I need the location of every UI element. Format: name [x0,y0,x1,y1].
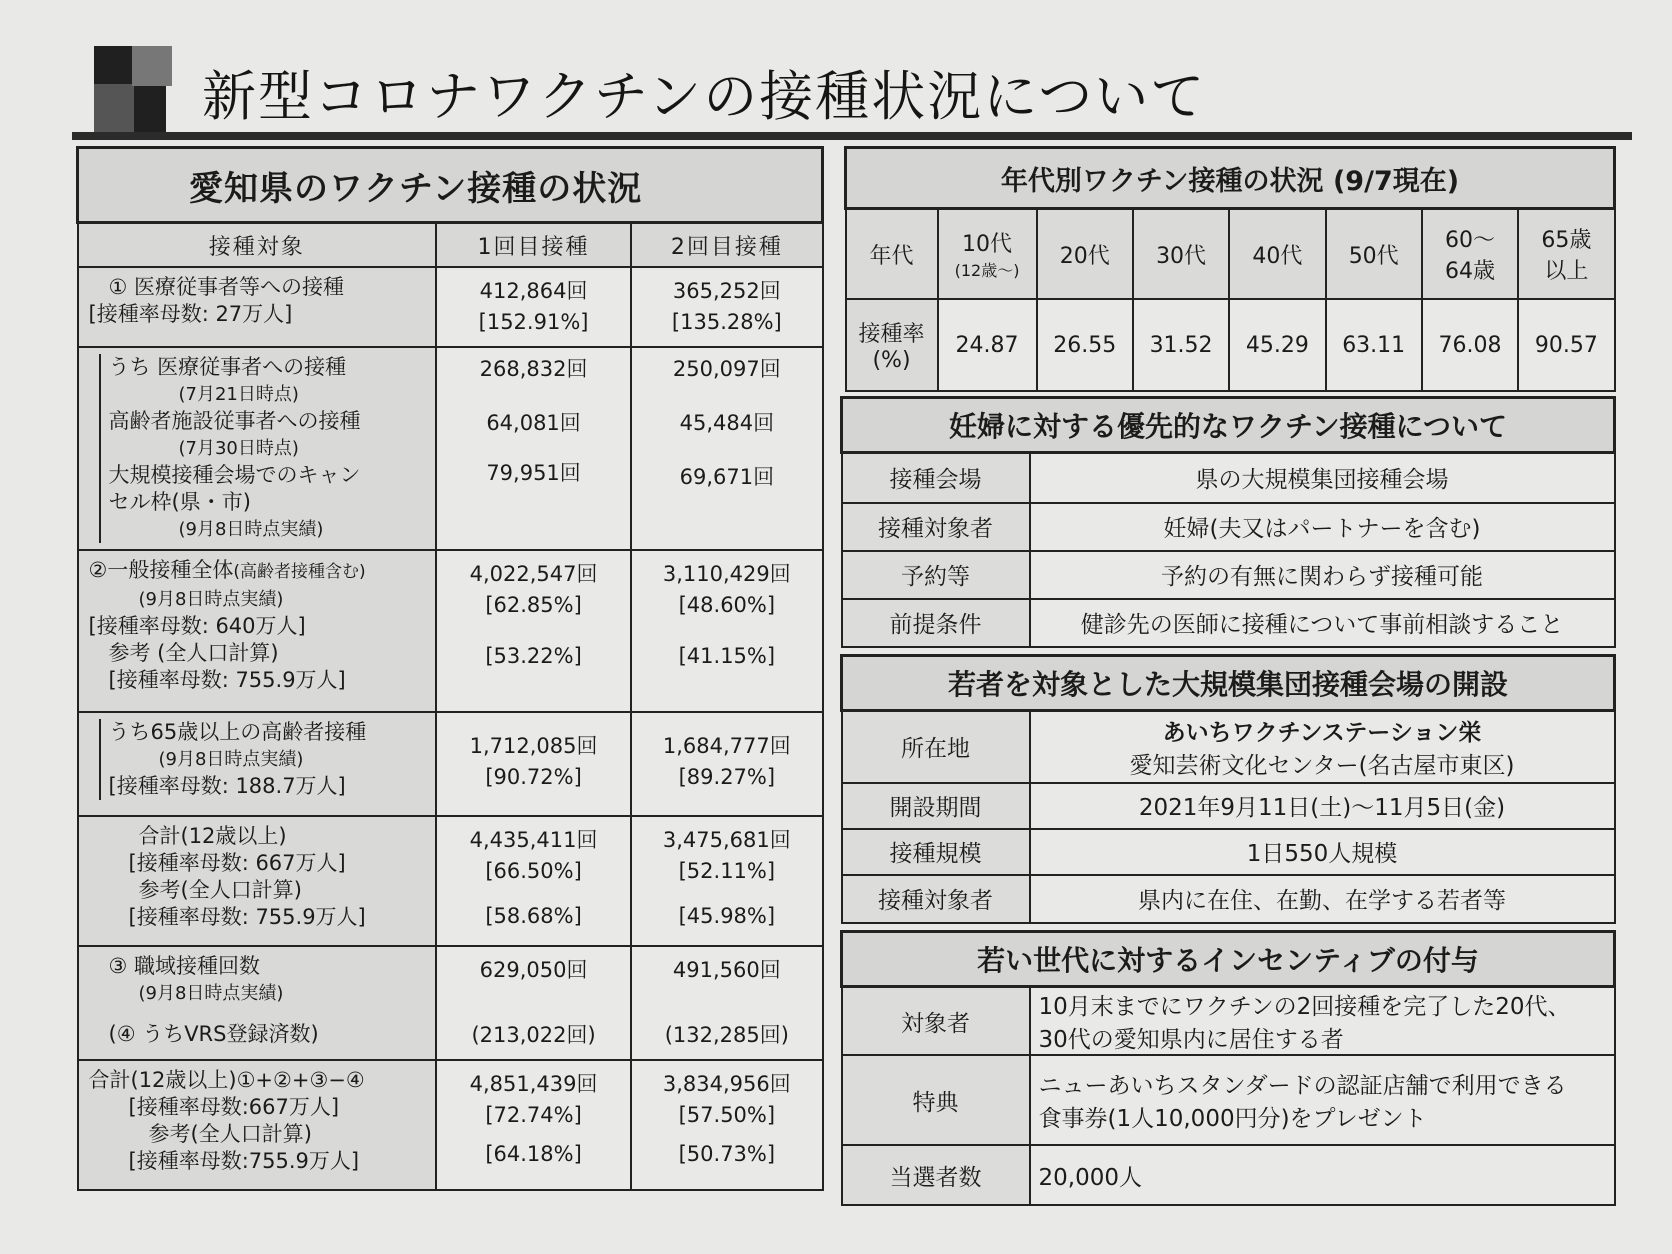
second-dose-count: 250,097回 [672,357,781,381]
row-value: 県内に在住、在勤、在学する若者等 [1030,875,1615,923]
first-dose-cell [436,712,631,816]
second-dose-cell [631,946,822,1060]
age-group-label: 20代 [1059,243,1110,269]
row-value-line: 30代の愛知県内に居住する者 [1038,1027,1344,1053]
row-label-line: [接種率母数: 755.9万人] [128,905,366,929]
rate-cell: 63.11 [1326,299,1422,391]
row-label-line: [接種率母数: 667万人] [128,851,346,875]
second-dose-count: 491,560回 [672,958,781,982]
age-group-label: 50代 [1348,243,1399,269]
second-dose-rate: [57.50%] [678,1103,776,1127]
first-dose-rate: [90.72%] [485,765,582,789]
row-value: 妊婦(夫又はパートナーを含む) [1030,503,1615,551]
row-label-grand-total [78,1060,436,1190]
row-label-total-12plus [78,816,436,946]
rate-cell: 76.08 [1422,299,1518,391]
first-dose-rate: [64.18%] [485,1142,582,1166]
age-group-30s [1133,209,1229,300]
row-label-line: (7月21日時点) [178,384,299,405]
row-label-line: (9月8日時点実績) [158,749,304,770]
first-dose-count: 1,712,085回 [469,734,598,758]
second-dose-rate: [45.98%] [678,904,776,928]
rate-row-label [846,299,938,391]
second-dose-cell [631,267,822,347]
rate-cell: 31.52 [1133,299,1229,391]
table-row [842,453,1615,503]
second-dose-rate: [89.27%] [678,765,776,789]
second-dose-rate: [41.15%] [678,644,776,668]
second-dose-count: 1,684,777回 [662,734,791,758]
table-row [842,987,1615,1056]
youth-table-heading: 若者を対象とした大規模集団接種会場の開設 [842,656,1615,711]
first-dose-count: 4,435,411回 [469,828,598,852]
row-key: 予約等 [842,551,1030,599]
incentive-table [840,930,1616,1206]
page-header [72,40,1632,140]
row-label-line: (④ うちVRS登録済数) [108,1022,319,1046]
first-dose-cell [436,550,631,712]
first-dose-rate: [62.85%] [485,593,582,617]
age-group-10s [938,209,1037,300]
first-dose-rate: [58.68%] [485,904,582,928]
row-key: 接種対象者 [842,503,1030,551]
row-value: 予約の有無に関わらず接種可能 [1030,551,1615,599]
row-value-line: ニューあいちスタンダードの認証店舗で利用できる [1038,1073,1567,1099]
second-dose-rate: [135.28%] [671,310,782,334]
row-label-line: 合計(12歳以上)①+②+③−④ [88,1068,365,1092]
row-label-line: 参考(全人口計算) [138,878,302,902]
row-label-medical-breakdown [78,347,436,550]
first-dose-count: 268,832回 [479,357,588,381]
title-decoration [132,46,172,86]
table-row [842,1055,1615,1145]
vaccination-rate-row [846,299,1615,391]
age-group-50s [1326,209,1422,300]
age-row-label: 年代 [846,209,938,300]
second-dose-rate: [52.11%] [678,859,776,883]
row-label-general [78,550,436,712]
table-row [78,1060,823,1190]
rate-cell: 45.29 [1229,299,1325,391]
second-dose-rate: [48.60%] [678,593,776,617]
second-dose-rate: [50.73%] [678,1142,776,1166]
row-label-line: (9月8日時点実績) [178,519,324,540]
first-dose-count: 412,864回 [479,279,588,303]
row-key: 開設期間 [842,783,1030,829]
row-label-line: [接種率母数: 188.7万人] [108,774,346,798]
rate-label: 接種率 [858,322,925,347]
table-row [842,875,1615,923]
table-row [78,712,823,816]
table-row [78,267,823,347]
row-label-line: 参考(全人口計算) [148,1122,312,1146]
age-group-label: 10代 [962,232,1013,257]
column-header-target: 接種対象 [78,223,436,268]
age-group-label: 60〜 [1445,228,1495,253]
age-table-heading: 年代別ワクチン接種の状況 (9/7現在) [846,148,1615,209]
row-key: 対象者 [842,987,1030,1056]
table-row [78,347,823,550]
first-dose-count: 64,081回 [486,411,581,435]
rate-unit: (%) [872,348,911,373]
second-dose-count: 69,671回 [679,465,775,489]
table-row [842,783,1615,829]
row-label-line: (9月8日時点実績) [138,589,284,610]
second-dose-count: 45,484回 [679,411,775,435]
second-dose-cell [631,1060,822,1190]
table-row [78,946,823,1060]
first-dose-cell [436,1060,631,1190]
age-group-label: 64歳 [1445,259,1495,284]
row-label-line: [接種率母数: 755.9万人] [108,668,346,692]
row-key: 前提条件 [842,599,1030,647]
age-group-label: 以上 [1544,259,1589,284]
row-label-medical [78,267,436,347]
aichi-vaccination-table [76,146,824,1191]
first-dose-count: 79,951回 [486,461,581,485]
table-row [842,503,1615,551]
table-row [842,711,1615,783]
site-name: あいちワクチンステーション栄 [1162,719,1482,746]
pregnant-priority-table [840,396,1616,648]
age-group-note: (12歳〜) [954,261,1020,280]
first-dose-rate: [72.74%] [485,1103,582,1127]
first-dose-rate: [66.50%] [485,859,582,883]
row-label-line: 合計(12歳以上) [138,824,287,848]
age-group-label: 40代 [1252,243,1303,269]
row-value: 2021年9月11日(土)〜11月5日(金) [1030,783,1615,829]
title-underline [72,132,1632,140]
second-dose-count: 365,252回 [672,279,781,303]
row-key: 接種会場 [842,453,1030,503]
second-dose-cell [631,816,822,946]
row-label-line: ③ 職域接種回数 [108,954,261,978]
row-label-note: (高齢者接種含む) [233,562,366,582]
row-label-line: うち 医療従事者への接種 [108,355,347,379]
row-label-line: 高齢者施設従事者への接種 [108,409,361,433]
column-header-second-dose: 2回目接種 [631,223,822,268]
age-group-label: 30代 [1156,243,1207,269]
row-label-line: ②一般接種全体 [88,558,234,582]
row-label-line: 参考 (全人口計算) [108,641,279,665]
row-value [1030,1055,1615,1145]
row-label-line: うち65歳以上の高齢者接種 [108,720,367,744]
second-dose-cell [631,347,822,550]
page-title: 新型コロナワクチンの接種状況について [202,65,1207,128]
age-group-60-64 [1422,209,1518,300]
rate-cell: 26.55 [1037,299,1133,391]
row-label-elderly [78,712,436,816]
row-label-line: [接種率母数: 640万人] [88,614,306,638]
table-row [842,1145,1615,1205]
row-value: 1日550人規模 [1030,829,1615,875]
column-header-first-dose: 1回目接種 [436,223,631,268]
age-group-table [844,146,1616,392]
table-row [842,551,1615,599]
row-value: 県の大規模集団接種会場 [1030,453,1615,503]
second-dose-count: 3,110,429回 [662,562,791,586]
row-value: 20,000人 [1030,1145,1615,1205]
row-value [1030,711,1615,783]
site-address: 愛知芸術文化センター(名古屋市東区) [1129,752,1515,779]
row-key: 特典 [842,1055,1030,1145]
table-row [842,599,1615,647]
age-group-40s [1229,209,1325,300]
second-dose-vrs-count: (132,285回) [664,1023,789,1047]
row-label-line: [接種率母数:755.9万人] [128,1149,360,1173]
age-group-20s [1037,209,1133,300]
pregnant-table-heading: 妊婦に対する優先的なワクチン接種について [842,398,1615,453]
age-group-row [846,209,1615,300]
first-dose-cell [436,347,631,550]
row-label-line: 大規模接種会場でのキャン [108,463,361,487]
first-dose-count: 4,022,547回 [469,562,598,586]
incentive-table-heading: 若い世代に対するインセンティブの付与 [842,932,1615,987]
youth-site-table [840,654,1616,924]
aichi-table-heading: 愛知県のワクチン接種の状況 [78,148,823,223]
first-dose-count: 4,851,439回 [469,1072,598,1096]
row-label-line: セル枠(県・市) [108,490,251,514]
age-group-label: 65歳 [1541,228,1592,253]
second-dose-cell [631,712,822,816]
row-label-line: ① 医療従事者等への接種 [108,275,345,299]
table-row [78,550,823,712]
row-label-line: (7月30日時点) [178,438,299,459]
rate-cell: 24.87 [938,299,1037,391]
second-dose-count: 3,834,956回 [662,1072,791,1096]
second-dose-cell [631,550,822,712]
row-key: 所在地 [842,711,1030,783]
row-label-line: (9月8日時点実績) [138,983,284,1004]
row-value-line: 10月末までにワクチンの2回接種を完了した20代、 [1038,994,1571,1020]
table-row [842,829,1615,875]
row-label-line: [接種率母数:667万人] [128,1095,340,1119]
first-dose-rate: [53.22%] [485,644,582,668]
second-dose-count: 3,475,681回 [662,828,791,852]
first-dose-count: 629,050回 [479,958,588,982]
row-label-line: [接種率母数: 27万人] [88,302,293,326]
first-dose-cell [436,816,631,946]
first-dose-rate: [152.91%] [478,310,589,334]
first-dose-vrs-count: (213,022回) [471,1023,596,1047]
title-decoration [94,84,134,132]
row-key: 接種規模 [842,829,1030,875]
row-value: 健診先の医師に接種について事前相談すること [1030,599,1615,647]
row-label-workplace [78,946,436,1060]
rate-cell: 90.57 [1518,299,1614,391]
table-row [78,816,823,946]
first-dose-cell [436,946,631,1060]
age-group-65plus [1518,209,1614,300]
row-key: 接種対象者 [842,875,1030,923]
first-dose-cell [436,267,631,347]
row-value-line: 食事券(1人10,000円分)をプレゼント [1038,1106,1427,1132]
row-key: 当選者数 [842,1145,1030,1205]
row-value [1030,987,1615,1056]
